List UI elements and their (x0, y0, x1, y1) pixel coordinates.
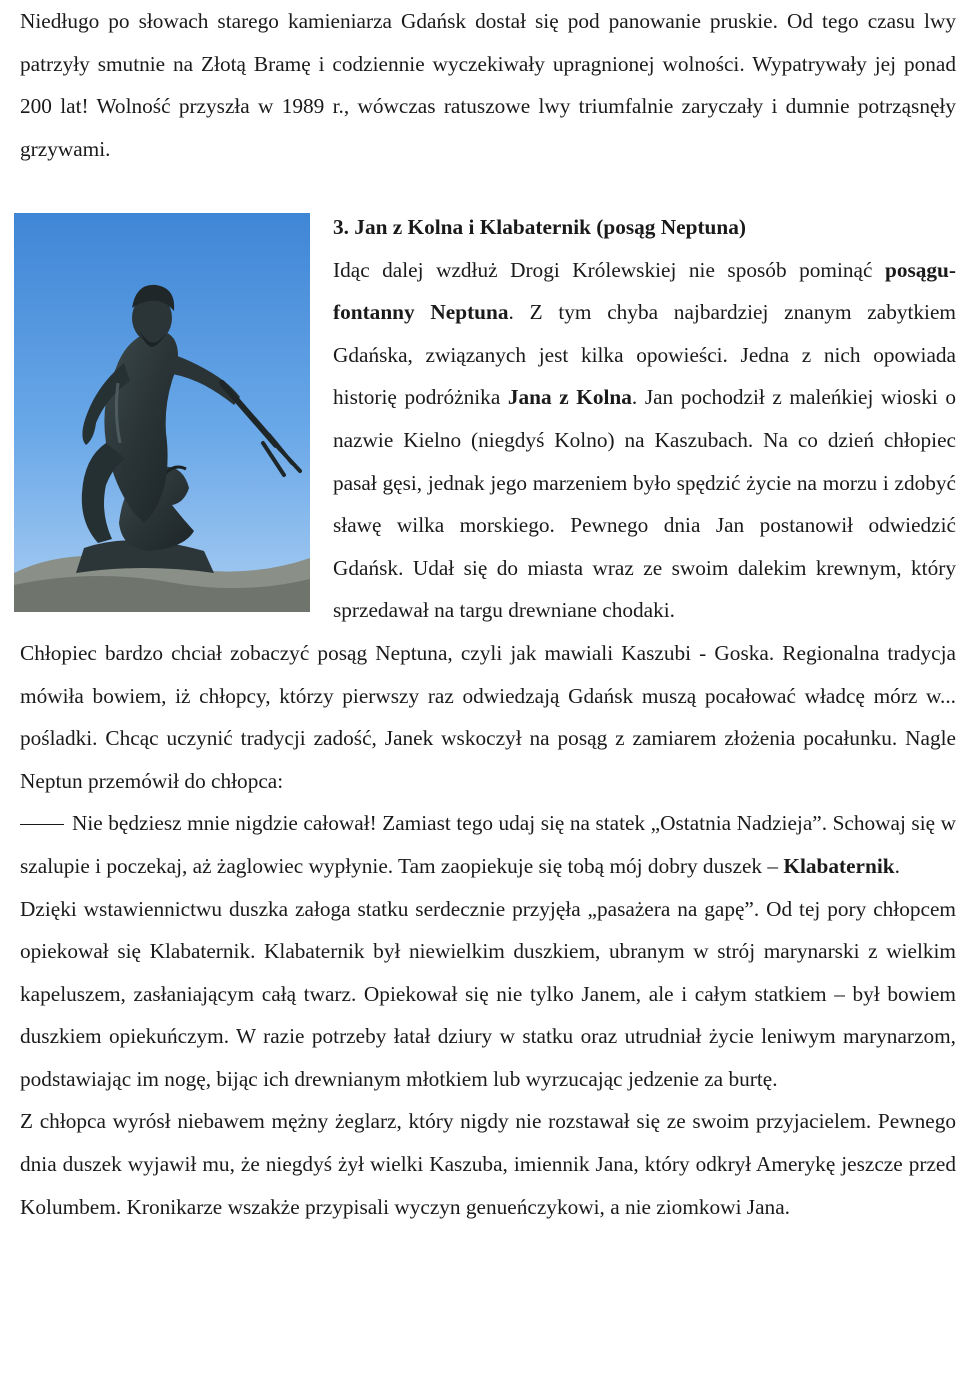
p1-text-a: Idąc dalej wzdłuż Drogi Królewskiej nie sposób pominąć (333, 257, 885, 282)
photo-spacer (20, 206, 333, 606)
p1-text-c: . Z tym chyba najbardziej znanym zabytkiem Gdańska, związanych jest kilka opowieści. Jedna z nich opowiada historię podróżnika (333, 300, 956, 410)
p1-text-e: . Jan pochodził z maleńkiej wioski o nazwie Kielno (niegdyś Kolno) na Kaszubach. Na co dzień chłopiec pasał gęsi, jednak jego marzeniem było spędzić życie na morzu i zdobyć sławę wilka morskiego. Pewnego dnia Jan postanowił odwiedzić Gdańsk. Udał się do miasta wraz ze swoim dalekim krewnym, który sprzedawał na targu drewniane chodaki. (333, 385, 956, 623)
p3-bold-klabaternik: Klabaternik (783, 853, 895, 878)
intro-paragraph: Niedługo po słowach starego kamieniarza Gdańsk dostał się pod panowanie pruskie. Od tego czasu lwy patrzyły smutnie na Złotą Bramę i codziennie wyczekiwały upragnionej wolności. Wypatrywały jej ponad 200 lat! Wolność przyszła w 1989 r., wówczas ratuszowe lwy triumfalnie zaryczały i dumnie potrząsnęły grzywami. (20, 9, 956, 161)
paragraph-4: Dzięki wstawiennictwu duszka załoga statku serdecznie przyjęła „pasażera na gapę”. Od tej pory chłopcem opiekował się Klabaternik. Klabaternik był niewielkim duszkiem, ubranym w strój marynarski z wielkim kapeluszem, zasłaniającym całą twarz. Opiekował się nie tylko Janem, ale i całym statkiem – był bowiem duszkiem opiekuńczym. W razie potrzeby łatał dziury w statku oraz utrudniał życie leniwym marynarzom, podstawiając im nogę, bijąc ich drewnianym młotkiem lub wyrzucając jedzenie za burtę. (20, 896, 956, 1091)
section-neptune (20, 206, 956, 1228)
p1-bold-neptune: posągu-fontanny Neptuna (333, 257, 956, 325)
p3-text-a: Nie będziesz mnie nigdzie całował! Zamiast tego udaj się na statek „Ostatnia Nadzieja”. Schowaj się w szalupie i poczekaj, aż żaglowiec wypłynie. Tam zaopiekuje się tobą mój dobry duszek – (20, 811, 956, 878)
paragraph-2: Chłopiec bardzo chciał zobaczyć posąg Neptuna, czyli jak mawiali Kaszubi - Goska. Regionalna tradycja mówiła bowiem, iż chłopcy, którzy pierwszy raz odwiedzają Gdańsk muszą pocałować władcę mórz w... pośladki. Chcąc uczynić tradycji zadość, Janek wskoczył na posąg z zamiarem złożenia pocałunku. Nagle Neptun przemówił do chłopca: (20, 640, 956, 793)
p1-bold-jan: Jana z Kolna (507, 385, 632, 410)
paragraph-5: Z chłopca wyrósł niebawem mężny żeglarz, który nigdy nie rozstawał się ze swoim przyjacielem. Pewnego dnia duszek wyjawił mu, że niegdyś żył wielki Kaszuba, imiennik Jana, który odkrył Amerykę jeszcze przed Kolumbem. Kronikarze wszakże przypisali wyczyn genueńczykowi, a nie ziomkowi Jana. (20, 1109, 956, 1219)
p3-text-c: . (894, 853, 900, 878)
section-heading: 3. Jan z Kolna i Klabaternik (posąg Neptuna) (333, 215, 746, 239)
dialogue-dash (20, 824, 64, 825)
paragraph-3 (20, 802, 956, 887)
